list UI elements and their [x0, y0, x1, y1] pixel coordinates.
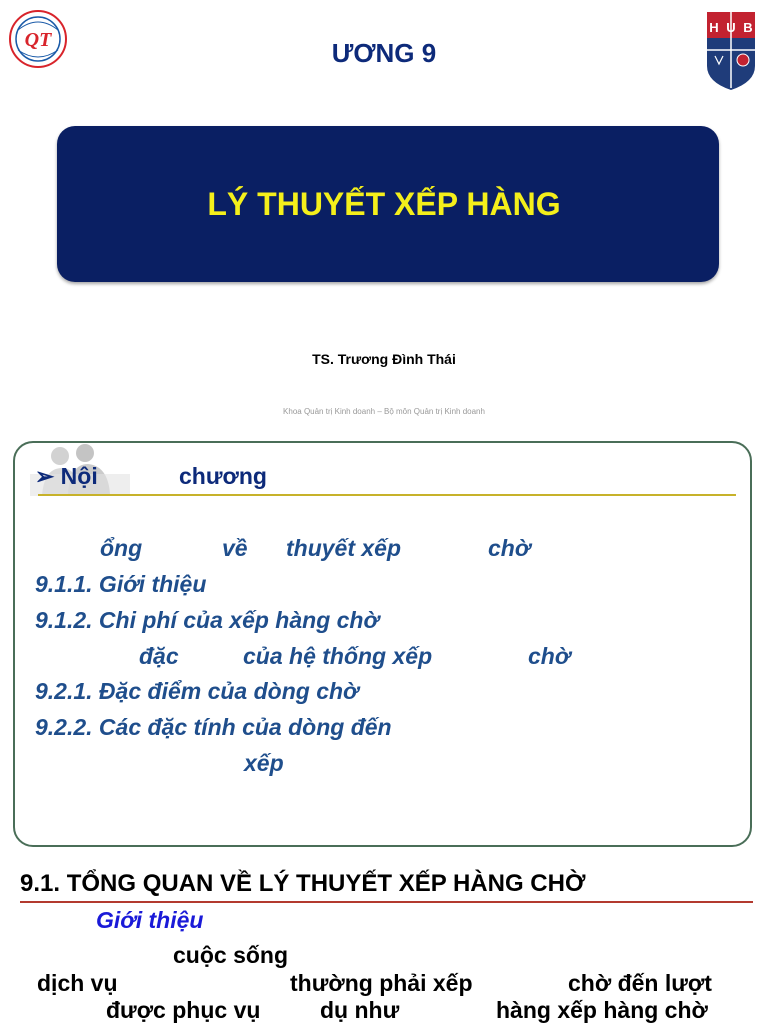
toc-item-3: 9.1.2. Chi phí của xếp hàng chờ: [35, 607, 379, 633]
toc-item-4-part-2: của hệ thống xếp: [243, 643, 433, 669]
svg-text:QT: QT: [24, 29, 52, 51]
body-fragment-5: được phục vụ: [106, 997, 261, 1023]
toc-item-4-part-3: chờ: [528, 643, 571, 669]
svg-text:B: B: [743, 20, 753, 35]
gold-divider: [38, 494, 736, 496]
body-fragment-1: cuộc sống: [173, 942, 289, 968]
body-fragment-2: dịch vụ: [37, 970, 118, 996]
section-heading: 9.1. TỔNG QUAN VỀ LÝ THUYẾT XẾP HÀNG CHỜ: [20, 870, 586, 897]
toc-item-1-part-4: chờ: [488, 535, 531, 561]
toc-item-5: 9.2.1. Đặc điểm của dòng chờ: [35, 678, 359, 704]
heading-word-1: Nội: [60, 463, 98, 489]
heading-word-2: chương: [179, 463, 267, 489]
department-line: Khoa Quản trị Kinh doanh – Bộ môn Quản trị Kinh doanh: [283, 407, 485, 416]
svg-text:H: H: [709, 20, 719, 35]
toc-item-1-part-1: ổng: [100, 535, 143, 561]
chapter-heading: ƯƠNG 9: [331, 38, 437, 68]
toc-item-2: 9.1.1. Giới thiệu: [35, 571, 207, 597]
toc-item-1-part-3: thuyết xếp: [286, 535, 402, 561]
slide-title: LÝ THUYẾT XẾP HÀNG: [207, 186, 561, 222]
body-fragment-6: dụ như: [320, 997, 400, 1023]
toc-item-1-part-2: về: [222, 535, 248, 561]
toc-item-7: xếp: [244, 750, 284, 776]
arrow-icon: ➢: [35, 463, 55, 489]
red-divider: [20, 901, 753, 903]
body-fragment-7: hàng xếp hàng chờ: [496, 997, 708, 1023]
svg-text:U: U: [726, 20, 736, 35]
author-name: TS. Trương Đình Thái: [312, 351, 456, 367]
toc-item-6: 9.2.2. Các đặc tính của dòng đến: [35, 714, 392, 740]
body-fragment-3: thường phải xếp: [290, 970, 473, 996]
contents-heading-start: [35, 463, 98, 490]
body-fragment-4: chờ đến lượt: [568, 970, 712, 996]
toc-item-4-part-1: đặc: [139, 643, 179, 669]
section-subheading: Giới thiệu: [96, 907, 204, 933]
